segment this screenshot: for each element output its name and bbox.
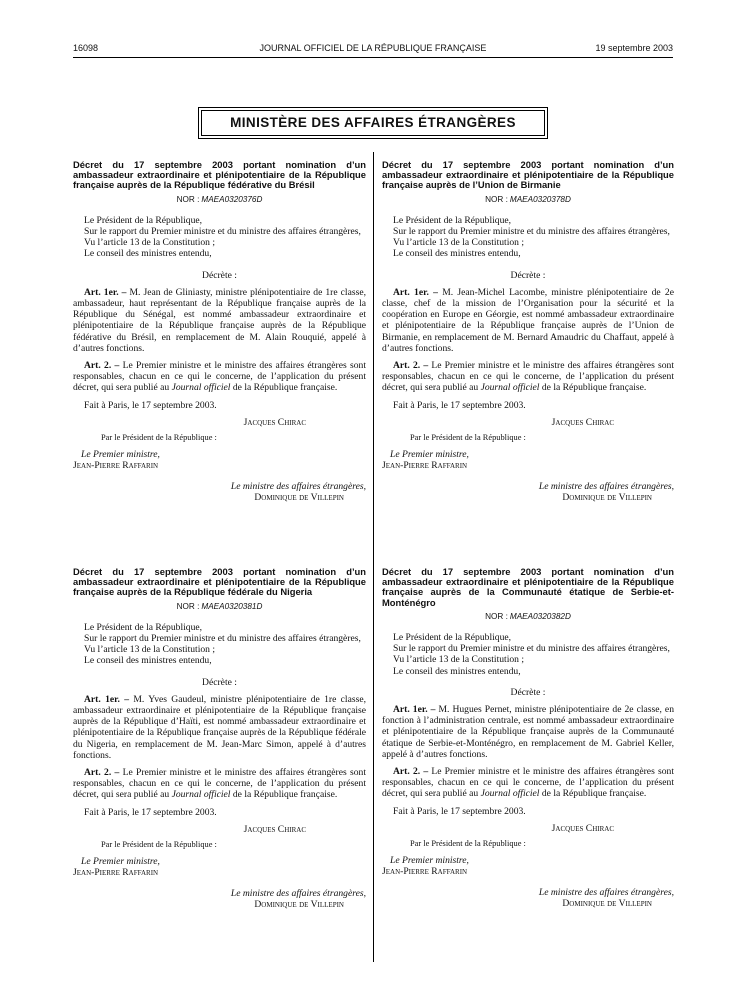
prime-minister-title: Le Premier ministre,: [81, 449, 160, 461]
minister-title: Le ministre des affaires étrangères,: [230, 480, 366, 492]
minister-title: Le ministre des affaires étrangères,: [538, 480, 674, 492]
fait-a-paris: Fait à Paris, le 17 septembre 2003.: [393, 399, 526, 411]
article-1-text: M. Yves Gaudeul, ministre plénipotentiaire de 1re classe, ambassadeur extraordinaire et plénipotentiaire de la République française auprès de la République d’Haïti, est nommé ambassadeur extraordinaire et plénipotentiaire de la République française auprès de la République fédérale du Nigeria, en remplacement de M. Jean-Marc Simon, appelé à d’autres fonctions.: [73, 693, 366, 761]
president-signature: Jacques Chirac: [551, 416, 614, 428]
minister-title: Le ministre des affaires étrangères,: [538, 886, 674, 898]
visa-rapport: Sur le rapport du Premier ministre et du ministre des affaires étrangères,: [84, 226, 361, 238]
decrete-heading: Décrète :: [202, 676, 237, 688]
nor-label: NOR :: [176, 601, 200, 611]
visa-constitution: Vu l’article 13 de la Constitution ;: [393, 237, 525, 249]
article-1-text: M. Jean-Michel Lacombe, ministre plénipotentiaire de 2e classe, chef de la mission de l’Organisation pour la sécurité et la coopération en Europe en Géorgie, est nommé ambassadeur extraordinaire et plénipotentiaire de la République française auprès de l’Union de Birmanie, en remplacement de M. Bernard Amaudric du Chaffaut, appelé à d’autres fonctions.: [382, 286, 674, 354]
journal-officiel-ref: Journal officiel: [480, 382, 540, 394]
president-signature: Jacques Chirac: [243, 823, 306, 835]
decrete-heading: Décrète :: [202, 269, 237, 281]
decree-nigeria: [73, 567, 366, 910]
prime-minister-name: Jean-Pierre Raffarin: [382, 866, 468, 878]
prime-minister-title: Le Premier ministre,: [390, 855, 469, 867]
nor-code: MAEA0320376D: [201, 194, 263, 204]
decree-burma: [382, 160, 674, 503]
minister-name: Dominique de Villepin: [254, 491, 344, 503]
page-number: 16098: [73, 43, 99, 53]
decree-title: Décret du 17 septembre 2003 portant nomination d’un ambassadeur extraordinaire et plénipotentiaire de la République française auprès de la République fédérative du Brésil: [73, 159, 366, 191]
journal-title: JOURNAL OFFICIEL DE LA RÉPUBLIQUE FRANÇAISE: [259, 43, 487, 53]
article-1-label: Art. 1er. –: [393, 286, 438, 298]
decree-serbia-montenegro: [382, 567, 674, 909]
nor-label: NOR :: [485, 611, 508, 621]
visa-president: Le Président de la République,: [393, 632, 512, 644]
article-1: [73, 287, 366, 354]
article-2-text-end: de la République française.: [541, 382, 647, 394]
visa-rapport: Sur le rapport du Premier ministre et du ministre des affaires étrangères,: [393, 643, 670, 655]
visa-constitution: Vu l’article 13 de la Constitution ;: [84, 237, 216, 249]
minister-name: Dominique de Villepin: [254, 898, 344, 910]
decree-title: Décret du 17 septembre 2003 portant nomination d’un ambassadeur extraordinaire et plénipotentiaire de la République française auprès de la République fédérale du Nigeria: [73, 566, 366, 598]
article-1-label: Art. 1er. –: [84, 693, 130, 705]
visa-president: Le Président de la République,: [393, 214, 512, 226]
prime-minister-title: Le Premier ministre,: [81, 856, 160, 868]
article-2-label: Art. 2. –: [84, 767, 120, 779]
visa-constitution: Vu l’article 13 de la Constitution ;: [393, 654, 525, 666]
article-1-label: Art. 1er. –: [84, 286, 127, 298]
prime-minister-title: Le Premier ministre,: [390, 449, 469, 461]
article-2-text-end: de la République française.: [541, 788, 647, 800]
article-2-text: Le Premier ministre et le ministre des affaires étrangères sont responsables, chacun en ce qui le concerne, de l’application du présent décret, qui sera publié au: [382, 766, 674, 800]
visa-rapport: Sur le rapport du Premier ministre et du ministre des affaires étrangères,: [393, 226, 670, 238]
journal-officiel-ref: Journal officiel: [171, 789, 231, 801]
fait-a-paris: Fait à Paris, le 17 septembre 2003.: [393, 805, 526, 817]
nor-reference: [382, 611, 674, 622]
decrete-heading: Décrète :: [510, 686, 546, 698]
article-2-text-end: de la République française.: [232, 789, 338, 801]
visa-conseil: Le conseil des ministres entendu,: [393, 248, 521, 260]
journal-officiel-ref: Journal officiel: [480, 788, 540, 800]
par-le-president: Par le Président de la République :: [101, 840, 217, 850]
decree-title: Décret du 17 septembre 2003 portant nomination d’un ambassadeur extraordinaire et plénipotentiaire de la République française auprès de la Communauté étatique de Serbie-et-Monténégro: [382, 566, 674, 608]
article-2: [73, 767, 366, 801]
visa-rapport: Sur le rapport du Premier ministre et du ministre des affaires étrangères,: [84, 633, 361, 645]
publication-date: 19 septembre 2003: [595, 43, 673, 53]
article-1-text: M. Hugues Pernet, ministre plénipotentiaire de 2e classe, en fonction à l’administration centrale, est nommé ambassadeur extraordinaire et plénipotentiaire de la République française auprès de la Communauté étatique de Serbie-et-Monténégro, en remplacement de M. Gabriel Keller, appelé à d’autres fonctions.: [382, 704, 674, 760]
article-2-text: Le Premier ministre et le ministre des affaires étrangères sont responsables, chacun en ce qui le concerne, de l’application du présent décret, qui sera publié au: [73, 767, 366, 801]
minister-name: Dominique de Villepin: [562, 897, 652, 909]
article-1-text: M. Jean de Gliniasty, ministre plénipotentiaire de 1re classe, ambassadeur, haut représentant de la République française auprès de la République du Sénégal, est nommé ambassadeur extraordinaire et plénipotentiaire de la République française auprès de la République fédérative du Brésil, en remplacement de M. Alain Rouquié, appelé à d’autres fonctions.: [73, 286, 366, 354]
article-2-text: Le Premier ministre et le ministre des affaires étrangères sont responsables, chacun en ce qui le concerne, de l’application du présent décret, qui sera publié au: [73, 360, 366, 394]
fait-a-paris: Fait à Paris, le 17 septembre 2003.: [84, 399, 217, 411]
nor-label: NOR :: [176, 194, 200, 204]
ministry-heading: MINISTÈRE DES AFFAIRES ÉTRANGÈRES: [201, 110, 545, 136]
article-1-label: Art. 1er. –: [393, 704, 436, 716]
article-2-label: Art. 2. –: [393, 766, 429, 778]
fait-a-paris: Fait à Paris, le 17 septembre 2003.: [84, 806, 217, 818]
president-signature: Jacques Chirac: [243, 416, 306, 428]
journal-officiel-ref: Journal officiel: [171, 382, 231, 394]
page-header: [73, 43, 673, 57]
minister-name: Dominique de Villepin: [562, 491, 652, 503]
article-2: [382, 766, 674, 800]
visa-constitution: Vu l’article 13 de la Constitution ;: [84, 644, 216, 656]
header-divider: [73, 57, 673, 58]
article-1: [382, 704, 674, 760]
article-2: [73, 360, 366, 394]
visa-president: Le Président de la République,: [84, 621, 203, 633]
prime-minister-name: Jean-Pierre Raffarin: [382, 460, 468, 472]
article-2: [382, 360, 674, 394]
prime-minister-name: Jean-Pierre Raffarin: [73, 460, 159, 472]
par-le-president: Par le Président de la République :: [410, 839, 526, 849]
president-signature: Jacques Chirac: [551, 822, 614, 834]
nor-code: MAEA0320381D: [201, 601, 263, 611]
column-divider: [373, 152, 374, 962]
nor-reference: [73, 194, 366, 205]
par-le-president: Par le Président de la République :: [410, 433, 526, 443]
article-2-text-end: de la République française.: [232, 382, 338, 394]
decree-title: Décret du 17 septembre 2003 portant nomination d’un ambassadeur extraordinaire et plénipotentiaire de la République française auprès de l’Union de Birmanie: [382, 159, 674, 191]
visa-conseil: Le conseil des ministres entendu,: [393, 665, 521, 677]
nor-reference: [382, 194, 674, 205]
visa-conseil: Le conseil des ministres entendu,: [84, 248, 212, 260]
par-le-president: Par le Président de la République :: [101, 433, 217, 443]
visa-conseil: Le conseil des ministres entendu,: [84, 655, 212, 667]
nor-label: NOR :: [485, 194, 508, 204]
article-2-text: Le Premier ministre et le ministre des affaires étrangères sont responsables, chacun en ce qui le concerne, de l’application du présent décret, qui sera publié au: [382, 360, 674, 394]
visa-president: Le Président de la République,: [84, 214, 203, 226]
nor-reference: [73, 601, 366, 612]
article-1: [382, 287, 674, 354]
article-2-label: Art. 2. –: [393, 360, 429, 372]
decrete-heading: Décrète :: [510, 269, 546, 281]
minister-title: Le ministre des affaires étrangères,: [230, 887, 366, 899]
nor-code: MAEA0320378D: [509, 194, 571, 204]
article-2-label: Art. 2. –: [84, 360, 120, 372]
article-1: [73, 694, 366, 761]
decree-brazil: [73, 160, 366, 503]
nor-code: MAEA0320382D: [509, 611, 571, 621]
prime-minister-name: Jean-Pierre Raffarin: [73, 867, 159, 879]
